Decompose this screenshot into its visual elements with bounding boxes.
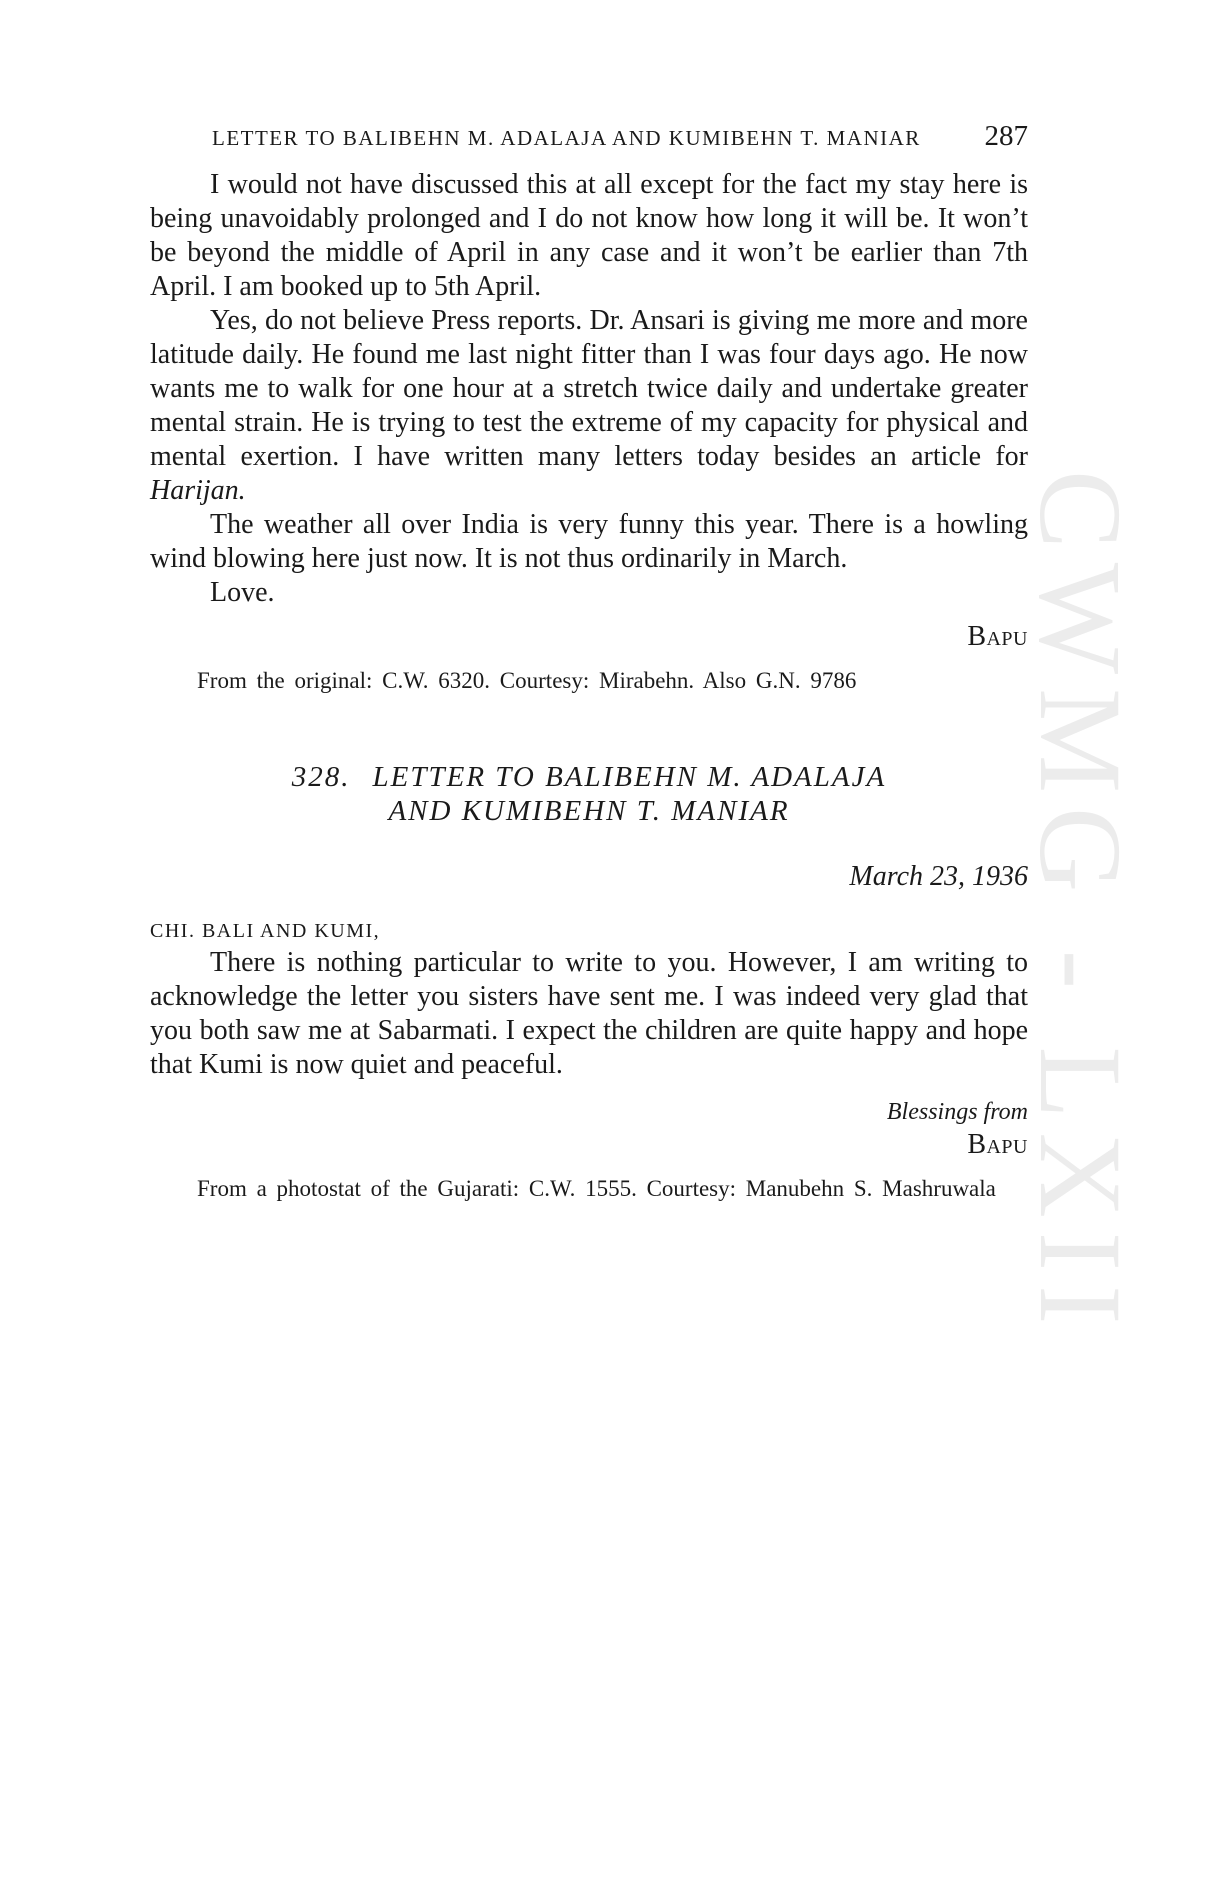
running-head-title: LETTER TO BALIBEHN M. ADALAJA AND KUMIBEHN T. MANIAR (212, 126, 921, 150)
page-number: 287 (984, 120, 1028, 152)
paragraph: The weather all over India is very funny this year. There is a howling wind blowing here just now. It is not thus ordinarily in March. (150, 509, 1028, 574)
dateline: March 23, 1936 (849, 861, 1028, 892)
signoff: Love. (210, 577, 275, 608)
document-page (150, 120, 1028, 1204)
paragraph: There is nothing particular to write to you. However, I am writing to acknowledge the letter you sisters have sent me. I was indeed very glad that you both saw me at Sabarmati. I expect the children are quite happy and hope that Kumi is now quiet and peaceful. (150, 947, 1028, 1080)
source-note: From the original: C.W. 6320. Courtesy: Mirabehn. Also G.N. 9786 (197, 668, 857, 693)
closing: Blessings from (886, 1099, 1028, 1125)
paragraph (150, 304, 1028, 508)
heading-line-2: AND KUMIBEHN T. MANIAR (388, 795, 790, 827)
italic-title: Harijan. (150, 475, 246, 506)
source-note: From a photostat of the Gujarati: C.W. 1555. Courtesy: Manubehn S. Mashruwala (197, 1176, 996, 1201)
signature: Bapu (967, 621, 1028, 652)
heading-title-line1: LETTER TO BALIBEHN M. ADALAJA (372, 761, 887, 793)
salutation: CHI. BALI AND KUMI, (150, 920, 381, 942)
letter-heading (150, 760, 1028, 828)
watermark: CWMG - LXII (1015, 470, 1146, 1339)
heading-line-1 (150, 760, 1028, 794)
running-head (150, 120, 1028, 168)
paragraph: I would not have discussed this at all except for the fact my stay here is being unavoidably prolonged and I do not know how long it will be. It won’t be beyond the middle of April in any case and it won’t be earlier than 7th April. I am booked up to 5th April. (150, 169, 1028, 302)
paragraph-text: Yes, do not believe Press reports. Dr. Ansari is giving me more and more latitude daily. He found me last night fitter than I was four days ago. He now wants me to walk for one hour at a stretch twice daily and undertake greater mental strain. He is trying to test the extreme of my capacity for physical and mental exertion. I have written many letters today besides an article for (150, 305, 1028, 472)
letter-number: 328. (291, 761, 351, 793)
signature: Bapu (967, 1129, 1028, 1160)
